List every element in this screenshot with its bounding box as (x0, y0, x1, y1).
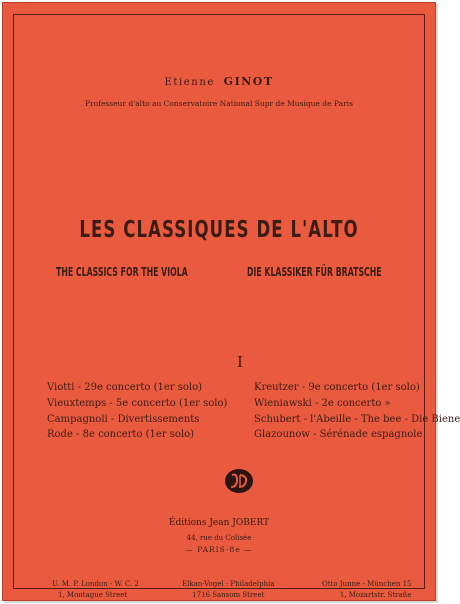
title-german: DIE KLASSIKER FÜR BRATSCHE (247, 265, 382, 279)
composer-last-name: GINOT (223, 75, 274, 88)
publisher-city: — PARIS-8e — (185, 545, 253, 554)
composer-name (14, 75, 424, 88)
contents-item: Kreutzer - 9e concerto (1er solo) (254, 382, 420, 393)
contents-right-column (254, 380, 460, 443)
agent-line: 1716 Sansom Street (192, 591, 265, 599)
publisher-name: Éditions Jean JOBERT (168, 518, 270, 528)
agent-line: Otto Junne - München 15 (322, 580, 412, 588)
contents-item: Rode - 8e concerto (1er solo) (47, 429, 195, 441)
contents-item: Vieuxtemps - 5e concerto (1er solo) (47, 397, 228, 409)
contents-left-column (47, 380, 227, 443)
score-cover (2, 2, 460, 601)
main-title: LES CLASSIQUES DE L'ALTO (79, 217, 359, 243)
contents-item: Wieniawski - 2e concerto » (254, 397, 391, 409)
contents-item: Schubert - l'Abeille - The bee - Die Biene (254, 413, 460, 425)
volume-number: I (237, 353, 243, 371)
agent-line: U. M. P. London - W. C. 2 (52, 580, 139, 588)
contents-item: Glazounow - Sérénade espagnole (254, 429, 423, 441)
agent-philadelphia (182, 579, 275, 601)
cover-frame (13, 14, 460, 599)
agent-munich (322, 579, 412, 601)
agent-line: 1, Mozartstr. Straße (339, 591, 412, 599)
contents-item: Viotti - 29e concerto (1er solo) (47, 382, 203, 393)
agent-line: Elkan-Vogel - Philadelphia (182, 580, 275, 588)
publisher-address: 44, rue du Colisée (186, 534, 252, 542)
jobert-monogram-icon (224, 468, 254, 494)
agent-london (52, 579, 139, 601)
composer-first-name: Etienne (164, 77, 215, 88)
contents-item: Campagnoli - Divertissements (47, 413, 200, 425)
composer-title: Professeur d'alto au Conservatoire National Supr de Musique de Paris (85, 99, 353, 108)
title-english: THE CLASSICS FOR THE VIOLA (56, 265, 188, 279)
agent-line: 1, Montague Street (58, 591, 128, 599)
